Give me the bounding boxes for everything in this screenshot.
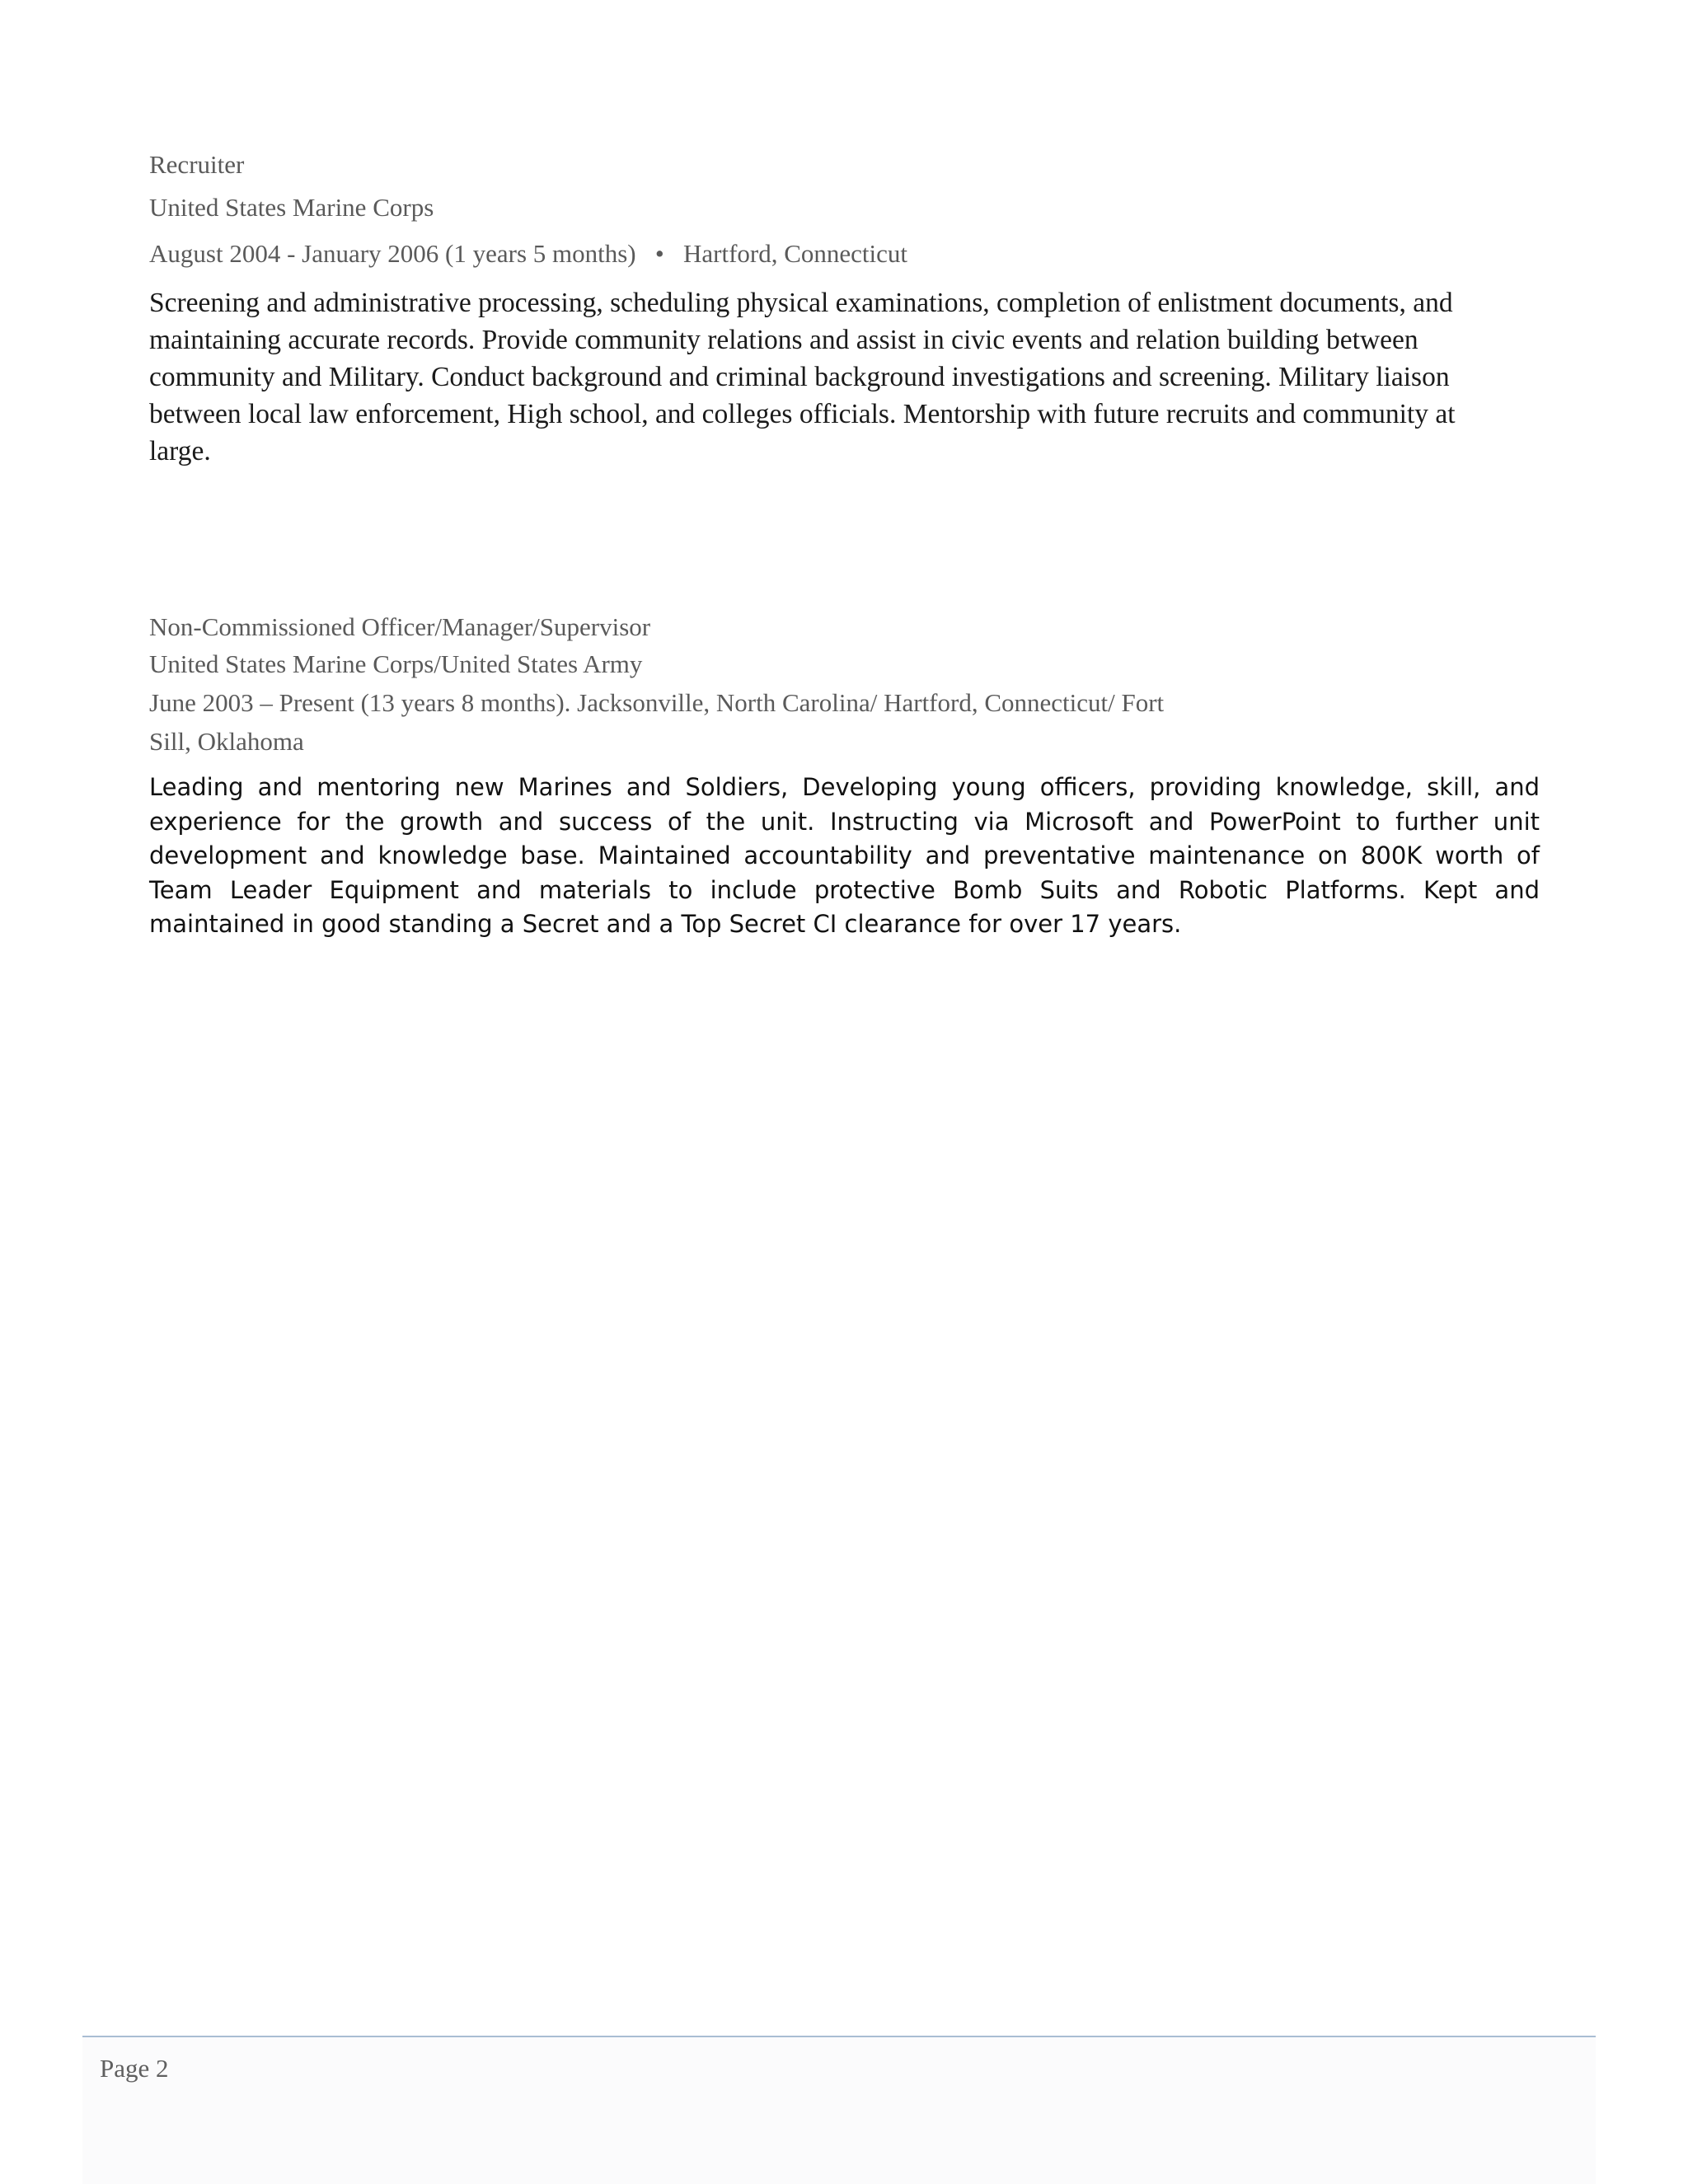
job-organization: United States Marine Corps/United States Army (149, 649, 643, 678)
job-dates-location: June 2003 – Present (13 years 8 months). Jacksonville, North Carolina/ Hartford, Connecticut/ Fort (149, 688, 1165, 717)
job-organization: United States Marine Corps (149, 193, 434, 222)
footer-divider (82, 2036, 1596, 2037)
job-title: Recruiter (149, 150, 245, 179)
page-number: Page 2 (100, 2054, 169, 2083)
job-dates: August 2004 - January 2006 (1 years 5 months) (149, 239, 636, 268)
footer-band (82, 2036, 1596, 2184)
job-location: Hartford, Connecticut (683, 239, 908, 268)
job-dates-location (149, 237, 907, 270)
job-title: Non-Commissioned Officer/Manager/Supervisor (149, 612, 651, 641)
bullet-separator: • (654, 239, 664, 268)
job-description: Screening and administrative processing, scheduling physical examinations, completion of enlistment documents, and maintaining accurate records. Provide community relations and assist in civic events and relation building between community and Military. Conduct background and criminal background investigations and screening. Military liaison between local law enforcement, High school, and colleges officials. Mentorship with future recruits and community at large. (149, 288, 1456, 466)
job-dates-location-continued: Sill, Oklahoma (149, 727, 304, 756)
job-description: Leading and mentoring new Marines and Soldiers, Developing young officers, providing knowledge, skill, and experience for the growth and success of the unit. Instructing via Microsoft and PowerPoint to further unit development and knowledge base. Maintained accountability and preventative maintenance on 800K worth of Team Leader Equipment and materials to include protective Bomb Suits and Robotic Platforms. Kept and maintained in good standing a Secret and a Top Secret CI clearance for over 17 years. (149, 773, 1540, 938)
